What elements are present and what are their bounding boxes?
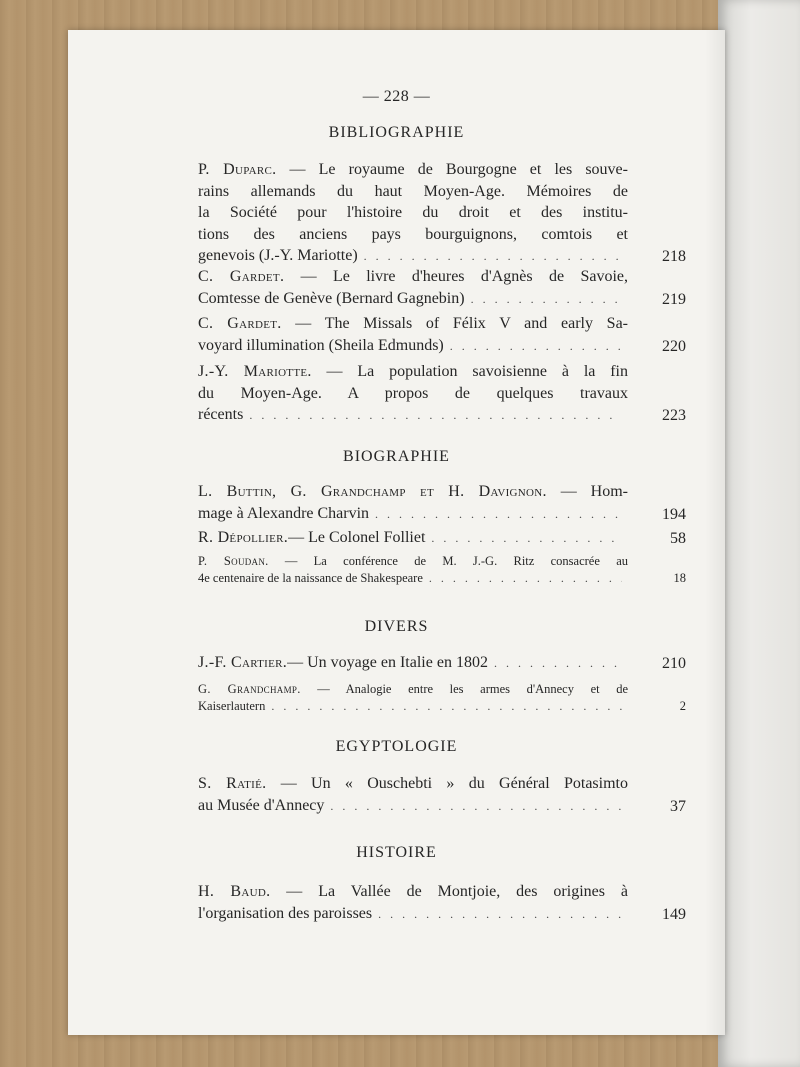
entry-last-line bbox=[198, 903, 628, 926]
entry-page-number: 37 bbox=[670, 797, 686, 815]
entry-text: Kaiserlautern bbox=[198, 699, 266, 713]
entry-text-line: rains allemands du haut Moyen-Age. Mémoires de bbox=[198, 182, 628, 200]
toc-entry-duparc bbox=[198, 159, 686, 268]
entry-author: R. Dépollier. bbox=[198, 529, 289, 546]
dot-leader bbox=[378, 904, 622, 926]
entry-last-line bbox=[198, 335, 628, 358]
entry-text-line: la Société pour l'histoire du droit et des institu- bbox=[198, 204, 628, 221]
entry-text: voyard illumination (Sheila Edmunds) bbox=[198, 336, 444, 354]
entry-text: l'organisation des paroisses bbox=[198, 904, 373, 922]
entry-text: — Un voyage en Italie en 1802 bbox=[287, 654, 488, 671]
entry-last-line bbox=[198, 404, 628, 427]
entry-text: genevois (J.-Y. Mariotte) bbox=[198, 247, 358, 264]
dot-leader bbox=[271, 698, 622, 715]
facing-page-edge bbox=[718, 0, 800, 1067]
toc-entry-grandchamp bbox=[198, 681, 686, 715]
entry-text: — The Missals of Félix V and early Sa- bbox=[281, 315, 628, 332]
entry-first-line bbox=[198, 159, 628, 181]
section-heading-egyptologie: EGYPTOLOGIE bbox=[335, 738, 458, 755]
entry-page-number: 218 bbox=[662, 248, 686, 265]
dot-leader bbox=[249, 405, 622, 427]
entry-first-line bbox=[198, 681, 628, 698]
entry-last-line bbox=[198, 288, 628, 311]
section-heading-histoire: HISTOIRE bbox=[356, 844, 437, 861]
entry-text: — Analogie entre les armes d'Annecy et de bbox=[300, 682, 628, 696]
entry-author: L. Buttin, G. Grandchamp et H. Davignon. bbox=[198, 483, 547, 500]
entry-text: — Le royaume de Bourgogne et les souve- bbox=[276, 161, 628, 178]
entry-author: J.-F. Cartier. bbox=[198, 654, 288, 671]
entry-page-number: 220 bbox=[662, 337, 686, 355]
entry-author: C. Gardet. bbox=[198, 315, 282, 332]
entry-text-line: tions des anciens pays bourguignons, comtois et bbox=[198, 225, 628, 243]
entry-text: — Un « Ouschebti » du Général Potasimto bbox=[266, 775, 628, 792]
toc-entry-depollier bbox=[198, 527, 686, 550]
entry-first-line bbox=[198, 773, 628, 795]
entry-last-line bbox=[198, 652, 628, 675]
entry-text-line: du Moyen-Age. A propos de quelques travaux bbox=[198, 384, 628, 402]
entry-last-line bbox=[198, 698, 628, 715]
toc-entry-gardet-livre bbox=[198, 266, 686, 310]
entry-first-line bbox=[198, 881, 628, 903]
entry-text: mage à Alexandre Charvin bbox=[198, 504, 370, 522]
toc-entry-buttin bbox=[198, 481, 686, 525]
entry-text: — Le livre d'heures d'Agnès de Savoie, bbox=[284, 268, 629, 285]
entry-text: récents bbox=[198, 406, 244, 423]
document-page bbox=[68, 30, 725, 1035]
entry-author: G. Grandchamp. bbox=[198, 682, 301, 696]
entry-last-line bbox=[198, 245, 628, 268]
toc-entry-soudan bbox=[198, 553, 686, 587]
dot-leader bbox=[494, 653, 622, 675]
entry-page-number: 210 bbox=[662, 655, 686, 672]
dot-leader bbox=[450, 336, 622, 358]
entry-last-line bbox=[198, 527, 628, 550]
toc-entry-gardet-missals bbox=[198, 313, 686, 357]
entry-first-line bbox=[198, 313, 628, 335]
entry-page-number: 2 bbox=[679, 699, 686, 713]
entry-first-line bbox=[198, 481, 628, 503]
page-number: — 228 — bbox=[362, 88, 431, 105]
entry-last-line bbox=[198, 503, 628, 526]
dot-leader bbox=[330, 796, 622, 818]
entry-text: — Le Colonel Folliet bbox=[288, 529, 426, 546]
dot-leader bbox=[431, 528, 622, 550]
entry-page-number: 149 bbox=[662, 905, 686, 923]
entry-author: J.-Y. Mariotte. bbox=[198, 363, 312, 380]
entry-text: au Musée d'Annecy bbox=[198, 796, 325, 814]
entry-text: 4e centenaire de la naissance de Shakespeare bbox=[198, 571, 423, 585]
toc-entry-cartier bbox=[198, 652, 686, 675]
toc-entry-ratie bbox=[198, 773, 686, 817]
section-heading-bibliographie: BIBLIOGRAPHIE bbox=[328, 124, 465, 141]
entry-page-number: 194 bbox=[662, 505, 686, 523]
entry-first-line bbox=[198, 266, 628, 288]
entry-text: — La conférence de M. J.-G. Ritz consacrée au bbox=[268, 554, 628, 568]
entry-first-line bbox=[198, 361, 628, 383]
dot-leader bbox=[375, 504, 622, 526]
entry-first-line bbox=[198, 553, 628, 570]
entry-author: P. Duparc. bbox=[198, 161, 277, 178]
entry-author: C. Gardet. bbox=[198, 268, 285, 285]
entry-page-number: 58 bbox=[670, 530, 686, 547]
entry-text: — Hom- bbox=[546, 483, 628, 500]
dot-leader bbox=[471, 289, 622, 311]
section-heading-divers: DIVERS bbox=[364, 618, 429, 635]
entry-last-line bbox=[198, 570, 628, 587]
entry-author: S. Ratié. bbox=[198, 775, 267, 792]
entry-last-line bbox=[198, 795, 628, 818]
entry-page-number: 18 bbox=[673, 571, 686, 585]
toc-entry-mariotte bbox=[198, 361, 686, 427]
dot-leader bbox=[429, 570, 622, 587]
entry-page-number: 219 bbox=[662, 290, 686, 308]
section-heading-biographie: BIOGRAPHIE bbox=[343, 448, 450, 465]
entry-author: P. Soudan. bbox=[198, 554, 269, 568]
toc-entry-baud bbox=[198, 881, 686, 925]
entry-page-number: 223 bbox=[662, 407, 686, 424]
dot-leader bbox=[364, 246, 622, 268]
entry-author: H. Baud. bbox=[198, 883, 271, 900]
entry-text: — La Vallée de Montjoie, des origines à bbox=[270, 883, 628, 900]
entry-text: Comtesse de Genève (Bernard Gagnebin) bbox=[198, 289, 465, 307]
entry-text: — La population savoisienne à la fin bbox=[311, 363, 628, 380]
